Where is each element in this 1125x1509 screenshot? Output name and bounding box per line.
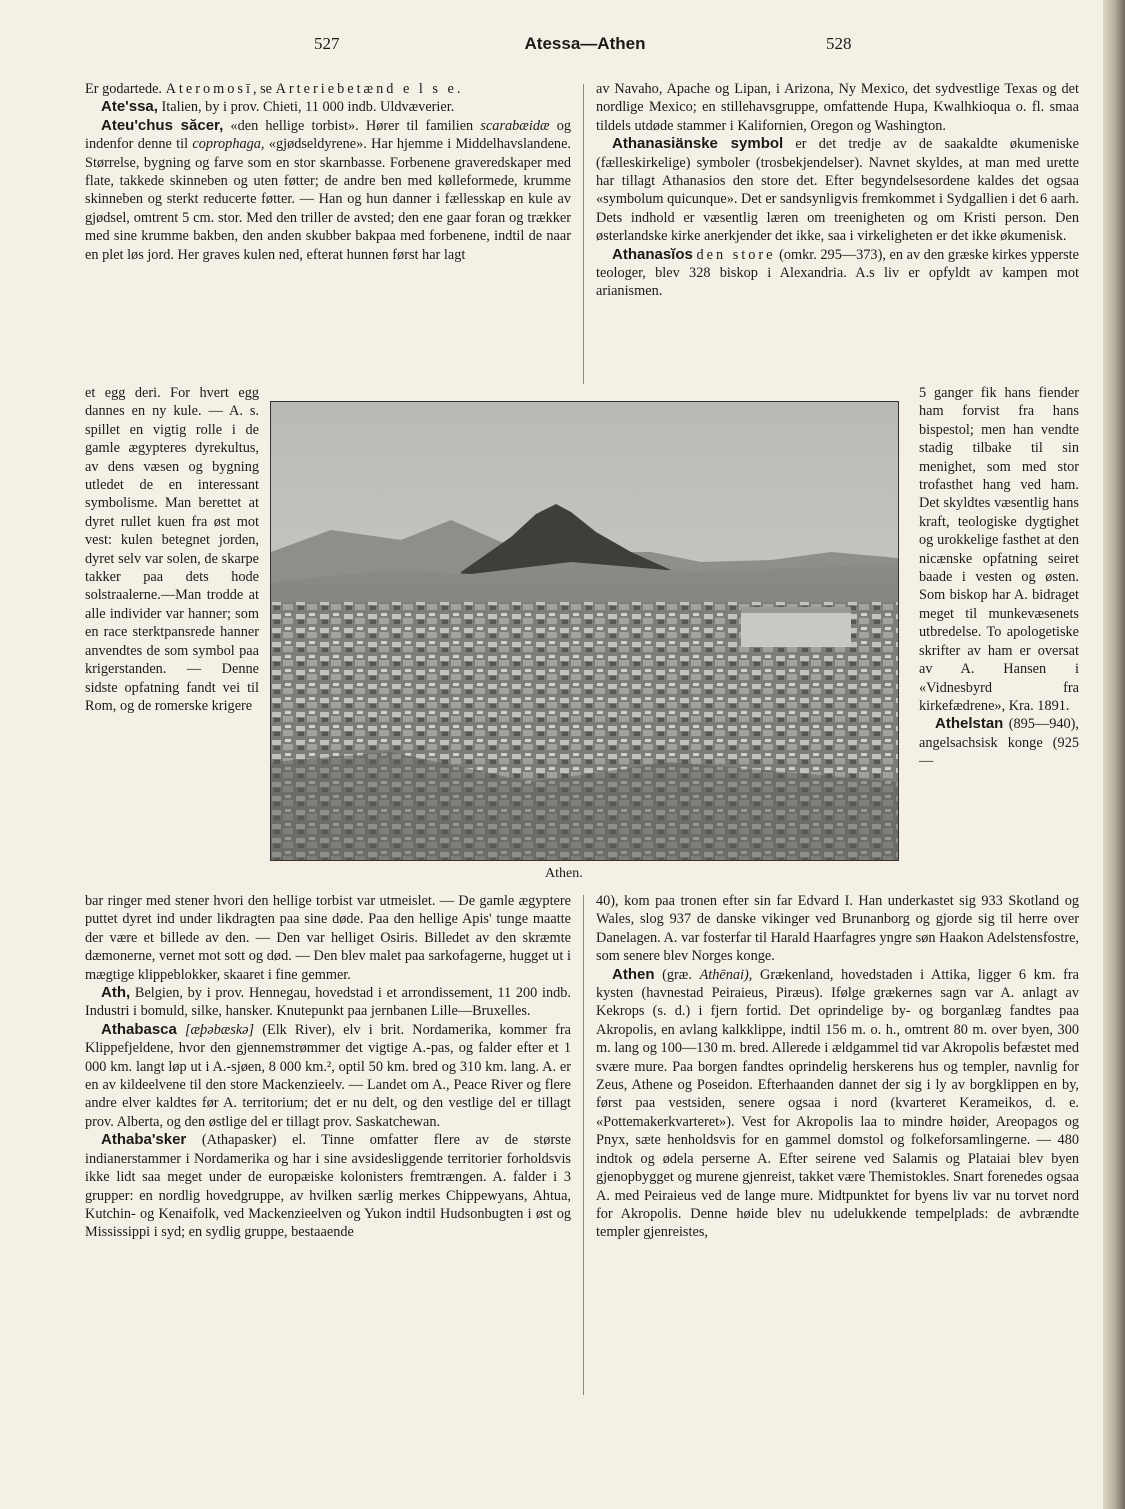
cross-reference: Arteriebetænd e l s e [275, 81, 457, 97]
entry-ath: Ath, Belgien, by i prov. Hennegau, hovedstad i et arrondissement, 11 200 indb. Industri i bomuld, silke, hansker. Knutepunkt paa jernbanen Lille—Bruxelles. [85, 984, 571, 1020]
entry-atessa: Ate'ssa, Italien, by i prov. Chieti, 11 000 indb. Uldvæverier. [101, 98, 455, 116]
headword-atessa: Ate'ssa, [101, 98, 158, 116]
left-column-bottom: bar ringer med stener hvori den hellige torbist var utmeislet. — De gamle ægyptere puttet dyret ind under likdragten paa sine døde. Paa den hellige Apis' tunge maatte der være et billede av den. — Den var helliget Osiris. Billedet av den skræmte dæmonerne, vernet mot sott og død. — Den blev malet paa sarkofagerne, hugget ut i mægtige klippeblokker, skaaret i fine gemmer. Ath, Belgien, by i prov. Hennegau, hovedstad i et arrondissement, 11 200 indb. Industri i bomuld, silke, hansker. Knutepunkt paa jernbanen Lille—Bruxelles. Athabasca [æþəbæskə] (Elk River), elv i brit. Nordamerika, kommer fra Klippefjeldene, hvor den gjennemstrømmer det vigtige A.-pas, og falder efter et 1 000 km. langt løp ut i A.-sjøen, 8 000 km.², optil 50 km. bred og 310 km. lang. A. er en av kildeelvene til den store Mackenzieelv. — Landet om A., Peace River og flere andre elver kaldtes før A. territorium; det er nu delt, og den vestlige del er tillagt prov. Alberta, og den østlige del er tillagt prov. Saskatchewan. Athaba'sker (Athapasker) el. Tinne omfatter flere av de største indianerstammer i Nordamerika og har i sine avsidesliggende territorier forholdsvis ikke lidt saa meget under de europæiske kolonisters fremtrængen. A. falder i 3 grupper: en nordlig hovedgruppe, av hvilken særlig merkes Chippewyans, Ahtua, Kutchin- og Kenaifolk, ved Mackenzieelven og Yukon indtil Hudsonbugten i øst og Mississippi i syd; en sydlig gruppe, bestaaende [85, 893, 572, 1241]
headword-ateromosi: Ateromosī [165, 81, 253, 97]
headword-athanasianske-symbol: Athanasiänske symbol [612, 135, 784, 153]
column-separator-bottom [583, 895, 584, 1395]
right-page-number: 528 [826, 34, 852, 53]
column-separator-top [583, 84, 584, 384]
entry-athen: Athen (græ. Athēnai), Grækenland, hovedstaden i Attika, ligger 6 km. fra kysten (havnestad Peiraieus, Piræus). Ifølge grækernes sagn var A. anlagt av Kekrops (s. d.) i fjern fortid. Det oprindelige by- og borganlæg fandtes paa Akropolis, en avlang kalkklippe, indtil 156 m. o. h., omtrent 80 m. over byen, 300 m. lang og 100—130 m. bred. Allerede i ældgammel tid var Akropolis befæstet med svære mure. Paa borgen fandtes oprindelig herskerens hus og templer, navnlig for Zeus, Athene og Poseidon. Efterhaanden dannet der sig i ly av borgklippen en by, først paa vestsiden, senere ogsaa i nord (kvarteret Kerameikos, d. e. «Pottemakerkvarteret»). Vest for Akropolis laa to mindre høider, Areopagos og Pnyx, sæte henholdsvis for en gammel domstol og folkeforsamlingerne. — 480 indtok og ødela perserne A. Efter seirene ved Salamis og Plataiai blev byen gjenopbygget og murene gjenreist, takket være Themistokles. Snart forenedes ogsaa A. med Peiraieus ved de lange mure. Midtpunktet for byens liv var nu torvet nord for Akropolis. Denne høide blev nu udelukkende tempelplads: de avbrændte templer gjenreistes, [596, 965, 1080, 1241]
right-column-bottom: 40), kom paa tronen efter sin far Edvard I. Han underkastet sig 933 Skotland og Wales, slog 937 de danske vikinger ved Brunanborg og gjorde sig til herre over Danelagen. A. var fosterfar til Harald Haarfagres yngre søn Haakon Adelstensfostre, som senere blev Norges konge. Athen (græ. Athēnai), Grækenland, hovedstaden i Attika, ligger 6 km. fra kysten (havnestad Peiraieus, Piræus). Ifølge grækernes sagn var A. anlagt av Kekrops (s. d.) i fjern fortid. Det oprindelige by- og borganlæg fandtes paa Akropolis, en avlang kalkklippe, indtil 156 m. o. h., omtrent 80 m. over byen, 300 m. lang og 100—130 m. bred. Allerede i ældgammel tid var Akropolis befæstet med svære mure. Paa borgen fandtes oprindelig herskerens hus og templer, navnlig for Zeus, Athene og Poseidon. Efterhaanden dannet der sig i ly av borgklippen en by, først paa vestsiden, senere ogsaa i nord (kvarteret Kerameikos, d. e. «Pottemakerkvarteret»). Vest for Akropolis laa to mindre høider, Areopagos og Pnyx, sæte henholdsvis for en gammel domstol og folkeforsamlingerne. — 480 indtok og ødela perserne A. Efter seirene ved Salamis og Plataiai blev byen gjenopbygget og murene gjenreist, takket være Themistokles. Snart forenedes ogsaa A. med Peiraieus ved de lange mure. Midtpunktet for byens liv var nu torvet nord for Akropolis. Denne høide blev nu udelukkende tempelplads: de avbrændte templer gjenreistes, [596, 893, 1080, 1241]
book-page-edge [1103, 0, 1125, 1509]
photo-caption: Athen. [545, 866, 583, 881]
left-column-top [85, 80, 571, 264]
right-wrap-text: 5 ganger fik hans fiender ham forvist fra hans bispestol; men han vendte stadig tilbake til sin menighet, som med stor trofasthet hang ved ham. Det skyldtes væsentlig hans kraft, teologiske dygtighet og urokkelige fasthet at den nicænske opfatning seiret baade i vesten og østen. Som biskop har A. bidraget meget til munkevæsenets utbredelse. To apologetiske skrifter av ham er oversat av A. Hansen i «Vidnesbyrd fra kirkefædrene», Kra. 1891. Athelstan (895—940), angelsachsisk konge (925— [919, 385, 1079, 770]
headword-athen: Athen [612, 965, 655, 983]
entry-ateuchus: Ateu'chus săcer, «den hellige torbist». Hører til familien scarabæidæ og indenfor denne til coprophaga, «gjødseldyrene». Har hjemme i Middelhavslandene. Størrelse, bygning og farve som en stor skarnbasse. Forbenene graveredskaper med flate, takkede skinneben og uten føtter; de andre ben med kølleformede, krumme skinneben og sterkt reducerte føtter. — Han og hun danner i fællesskap en kule av gjødsel, omtrent 5 cm. stor. Med den triller de avsted; den ene gaar foran og trækker med sine krumme bakben, den anden skubber bakpaa med forbenene, indtil de naar en plet løs jord. Her graves kulen ned, efterat hunnen først har lagt [85, 116, 572, 263]
entry-athanasianske-symbol: Athanasiänske symbol er det tredje av de saakaldte økumeniske (fælleskirkelige) symboler (trosbekjendelser). Navnet skyldes, at man med urette har tillagt Athanasios den store det. Efter begyndelsesordene kaldes det ogsaa «symbolum quicunque». Det er sandsynligvis fremkommet i Sydgallien i det 6 aarh. Dets indhold er væsentlig læren om treenigheten og om Kristi person. Den østerlandske kirke anerkjender det ikke, saa i virkeligheten er det ikke økumenisk. [596, 135, 1079, 245]
headword-athelstan: Athelstan [935, 715, 1004, 733]
entry-athelstan: Athelstan (895—940), angelsachsisk konge (925— [919, 715, 1079, 770]
entry-athabasker: Athaba'sker (Athapasker) el. Tinne omfatter flere av de største indianerstammer i Nordamerika og har i sine avsidesliggende territorier forholdsvis ikke lidt saa meget under de europæiske kolonisters fremtrængen. A. falder i 3 grupper: en nordlig hovedgruppe, av hvilken særlig merkes Chippewyans, Ahtua, Kutchin- og Kenaifolk, ved Mackenzieelven og Yukon indtil Hudsonbugten i øst og Mississippi i syd; en sydlig gruppe, bestaaende [85, 1131, 571, 1241]
headword-athabasca: Athabasca [101, 1020, 177, 1038]
page-header [0, 34, 1105, 58]
left-page-number: 527 [314, 34, 340, 53]
athens-photo [270, 401, 899, 861]
entry-athanasios: Athanasĭos den store (omkr. 295—373), en av den græske kirkes ypperste teologer, blev 328 biskop i Alexandria. A.s liv er opfyldt av kampen mot arianismen. [596, 245, 1079, 300]
pronunciation: [æþəbæskə] [184, 1021, 255, 1038]
headword-athanasios: Athanasĭos [612, 245, 693, 263]
running-title: Atessa—Athen [524, 34, 646, 53]
entry-athabasca: Athabasca [æþəbæskə] (Elk River), elv i brit. Nordamerika, kommer fra Klippefjeldene, hvor den gjennemstrømmer det vigtige A.-pas, og falder efter et 1 000 km. langt løp ut i A.-sjøen, 8 000 km.², optil 50 km. bred og 310 km. lang. A. er en av kildeelvene til den store Mackenzieelv. — Landet om A., Peace River og flere andre elver kaldtes før A. territorium; det er nu delt, og den vestlige del er tillagt prov. Alberta, og den østlige del er tillagt prov. Saskatchewan. [85, 1020, 572, 1130]
left-wrap-text: et egg deri. For hvert egg dannes en ny kule. — A. s. spillet en vigtig rolle i de gamle ægypteres dyrekultus, av dens væsen og bygning utledet de en interessant symbolisme. Man berettet at dyret rullet kuen fra øst mot vest: kulen betegnet jorden, dyret selv var solen, de skarpe takker paa dets hode solstraalerne.—Man trodde at alle individer var hanner; som en race sterktpansrede hanner anvendtes de som symbol paa krigerstanden. — Denne sidste opfatning fandt vei til Rom, og de romerske krigere [85, 385, 259, 714]
headword-athabasker: Athaba'sker [101, 1131, 187, 1149]
athens-panorama-image [271, 402, 898, 860]
headword-ateuchus: Ateu'chus săcer, [101, 116, 224, 134]
headword-ath: Ath, [101, 984, 131, 1002]
entry-ateromosi: Er godartede. Ateromosī, se Arteriebetænd e l s e. [85, 81, 461, 97]
right-column-top: av Navaho, Apache og Lipan, i Arizona, Ny Mexico, det sydvestlige Texas og det nordlige Mexico; en stillehavsgruppe, omfattende Hupa, Kwalhkioqua o. fl. smaa tildels utdøde stammer i Kalifornien, Oregon og Washington. Athanasiänske symbol er det tredje av de saakaldte økumeniske (fælleskirkelige) symboler (trosbekjendelser). Navnet skyldes, at man med urette har tillagt Athanasios den store det. Efter begyndelsesordene kaldes det ogsaa «symbolum quicunque». Det er sandsynligvis fremkommet i Sydgallien i det 6 aarh. Dets indhold er væsentlig læren om treenigheten og om Kristi person. Den østerlandske kirke anerkjender det ikke, saa i virkeligheten er det ikke økumenisk. Athanasĭos den store (omkr. 295—373), en av den græske kirkes ypperste teologer, blev 328 biskop i Alexandria. A.s liv er opfyldt av kampen mot arianismen. [596, 81, 1079, 300]
